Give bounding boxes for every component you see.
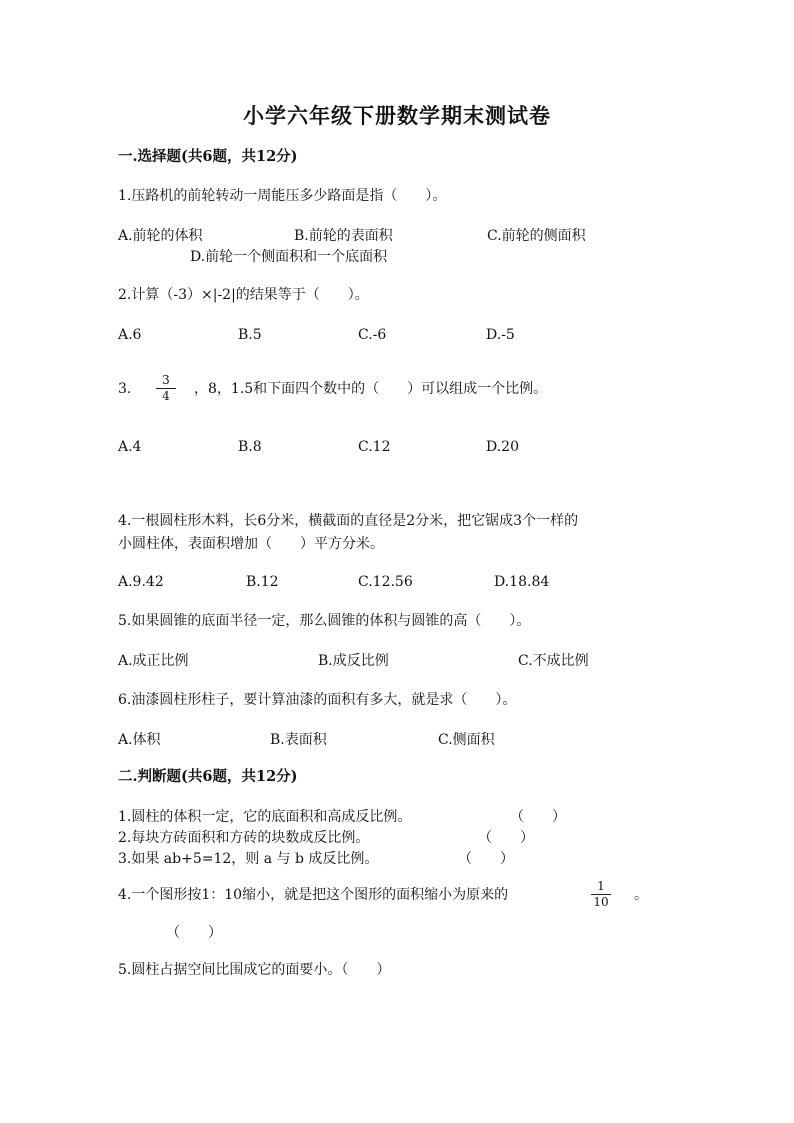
question-6-option-a: A.体积 (118, 732, 161, 748)
judgment-4-stem: 4.一个图形按1：10缩小，就是把这个图形的面积缩小为原来的 (118, 887, 509, 903)
question-6-option-b: B.表面积 (270, 732, 327, 748)
judgment-1-blank: （ ） (510, 809, 566, 825)
judgment-4-end: 。 (634, 887, 648, 903)
judgment-2-blank: （ ） (478, 830, 534, 846)
question-1-option-c: C.前轮的侧面积 (487, 228, 586, 244)
page-title: 小学六年级下册数学期末测试卷 (243, 103, 551, 128)
question-4-option-a: A.9.42 (118, 574, 164, 590)
fraction-denominator: 10 (593, 895, 609, 909)
fraction-numerator: 1 (597, 879, 605, 893)
question-6-option-c: C.侧面积 (438, 732, 495, 748)
question-5-option-c: C.不成比例 (518, 653, 589, 669)
question-2-option-a: A.6 (118, 327, 142, 343)
question-2-stem: 2.计算（-3）×|-2|的结果等于（ ）。 (118, 287, 369, 303)
question-1-option-d: D.前轮一个侧面积和一个底面积 (190, 249, 388, 265)
judgment-1-stem: 1.圆柱的体积一定，它的底面积和高成反比例。 (118, 809, 412, 825)
question-6-stem: 6.油漆圆柱形柱子，要计算油漆的面积有多大，就是求（ ）。 (118, 692, 517, 708)
judgment-3-stem: 3.如果 ab+5=12，则 a 与 b 成反比例。 (118, 851, 379, 867)
question-4-stem-line2: 小圆柱体，表面积增加（ ）平方分米。 (118, 536, 384, 552)
question-4-stem-line1: 4.一根圆柱形木料，长6分米，横截面的直径是2分米，把它锯成3个一样的 (118, 513, 579, 529)
question-3-option-a: A.4 (118, 439, 142, 455)
judgment-5-stem: 5.圆柱占据空间比围成它的面要小。（ ） (118, 962, 391, 978)
question-1-option-b: B.前轮的表面积 (294, 228, 393, 244)
question-5-option-a: A.成正比例 (118, 653, 189, 669)
question-2-option-c: C.-6 (358, 327, 387, 343)
section-header-judgment: 二.判断题(共6题，共12分) (118, 768, 298, 785)
question-4-option-d: D.18.84 (494, 574, 550, 590)
question-3-stem: ，8，1.5和下面四个数中的（ ）可以组成一个比例。 (194, 381, 548, 397)
question-2-option-d: D.-5 (486, 327, 515, 343)
question-3-fraction (156, 374, 176, 403)
question-3-option-c: C.12 (358, 439, 391, 455)
question-3-option-d: D.20 (486, 439, 519, 455)
judgment-2-stem: 2.每块方砖面积和方砖的块数成反比例。 (118, 830, 370, 846)
judgment-4-blank: （ ） (166, 925, 222, 941)
question-4-option-b: B.12 (246, 574, 279, 590)
question-2-option-b: B.5 (238, 327, 262, 343)
judgment-3-blank: （ ） (458, 851, 514, 867)
question-1-option-a: A.前轮的体积 (118, 228, 203, 244)
question-5-option-b: B.成反比例 (318, 653, 389, 669)
question-1-stem: 1.压路机的前轮转动一周能压多少路面是指（ ）。 (118, 188, 447, 204)
fraction-numerator: 3 (162, 373, 170, 387)
judgment-4-fraction (591, 880, 611, 909)
question-3-number: 3. (118, 381, 132, 397)
question-4-option-c: C.12.56 (358, 574, 413, 590)
question-3-option-b: B.8 (238, 439, 262, 455)
question-5-stem: 5.如果圆锥的底面半径一定，那么圆锥的体积与圆锥的高（ ）。 (118, 613, 531, 629)
section-header-choice: 一.选择题(共6题，共12分) (118, 148, 298, 165)
fraction-denominator: 4 (162, 389, 170, 403)
